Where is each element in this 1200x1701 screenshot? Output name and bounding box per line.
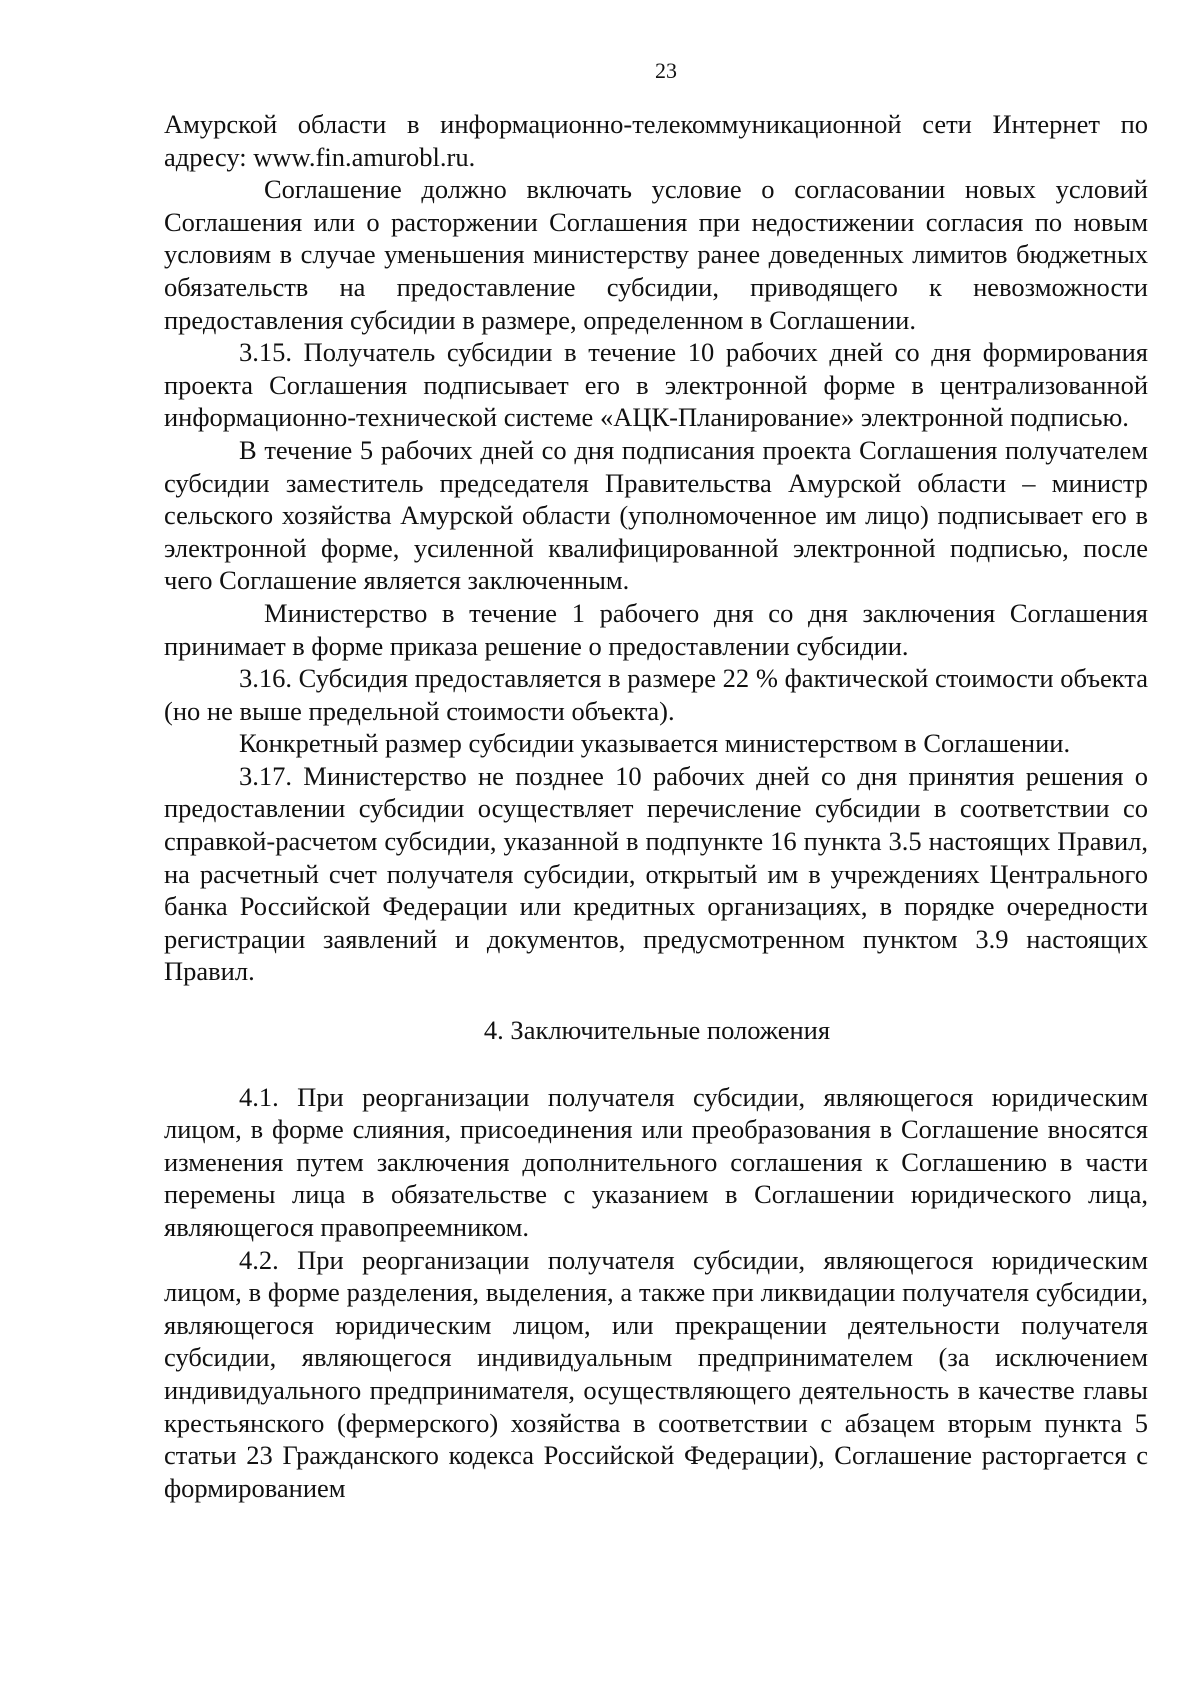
- paragraph-ministry-order: Министерство в течение 1 рабочего дня со дня заключения Соглашения принимает в форме приказа решение о предоставлении субсидии.: [164, 597, 1148, 661]
- section-heading: 4. Заключительные положения: [483, 1015, 831, 1046]
- paragraph-subsidy-amount: Конкретный размер субсидии указывается министерством в Соглашении.: [239, 728, 1071, 759]
- paragraph-3-16: 3.16. Субсидия предоставляется в размере 22 % фактической стоимости объекта (но не выше предельной стоимости объекта).: [164, 663, 1148, 726]
- paragraph-3-15: 3.15. Получатель субсидии в течение 10 рабочих дней со дня формирования проекта Соглашения подписывает его в электронной форме в централизованной информационно-технической системе «АЦК-Планирование» электронной подписью.: [164, 337, 1148, 433]
- page-number: 23: [655, 58, 677, 83]
- paragraph-4-1: 4.1. При реорганизации получателя субсидии, являющегося юридическим лицом, в форме слияния, присоединения или преобразования в Соглашение вносятся изменения путем заключения дополнительного соглашения к Соглашению в части перемены лица в обязательстве с указанием в Соглашении юридического лица, являющегося правопреемником.: [164, 1081, 1148, 1242]
- document-body: [164, 108, 1148, 1504]
- paragraph-continuation: Амурской области в информационно-телекоммуникационной сети Интернет по адресу: www.fin.amurobl.ru.: [164, 109, 1148, 172]
- paragraph-4-2: 4.2. При реорганизации получателя субсидии, являющегося юридическим лицом, в форме разделения, выделения, а также при ликвидации получателя субсидии, являющегося юридическим лицом, или прекращении деятельности получателя субсидии, являющегося индивидуальным предпринимателем (за исключением индивидуального предпринимателя, осуществляющего деятельность в качестве главы крестьянского (фермерского) хозяйства в соответствии с абзацем вторым пункта 5 статьи 23 Гражданского кодекса Российской Федерации), Соглашение расторгается с формированием: [164, 1244, 1148, 1503]
- paragraph-agreement-conditions: Соглашение должно включать условие о согласовании новых условий Соглашения или о расторжении Соглашения при недостижении согласия по новым условиям в случае уменьшения министерству ранее доведенных лимитов бюджетных обязательств на предоставление субсидии, приводящего к невозможности предоставления субсидии в размере, определенном в Соглашении.: [164, 174, 1148, 335]
- paragraph-3-17: 3.17. Министерство не позднее 10 рабочих дней со дня принятия решения о предоставлении субсидии осуществляет перечисление субсидии в соответствии со справкой-расчетом субсидии, указанной в подпункте 16 пункта 3.5 настоящих Правил, на расчетный счет получателя субсидии, открытый им в учреждениях Центрального банка Российской Федерации или кредитных организациях, в порядке очередности регистрации заявлений и документов, предусмотренном пунктом 3.9 настоящих Правил.: [164, 760, 1148, 987]
- paragraph-signing: В течение 5 рабочих дней со дня подписания проекта Соглашения получателем субсидии заместитель председателя Правительства Амурской области – министр сельского хозяйства Амурской области (уполномоченное им лицо) подписывает его в электронной форме, усиленной квалифицированной электронной подписью, после чего Соглашение является заключенным.: [164, 434, 1148, 596]
